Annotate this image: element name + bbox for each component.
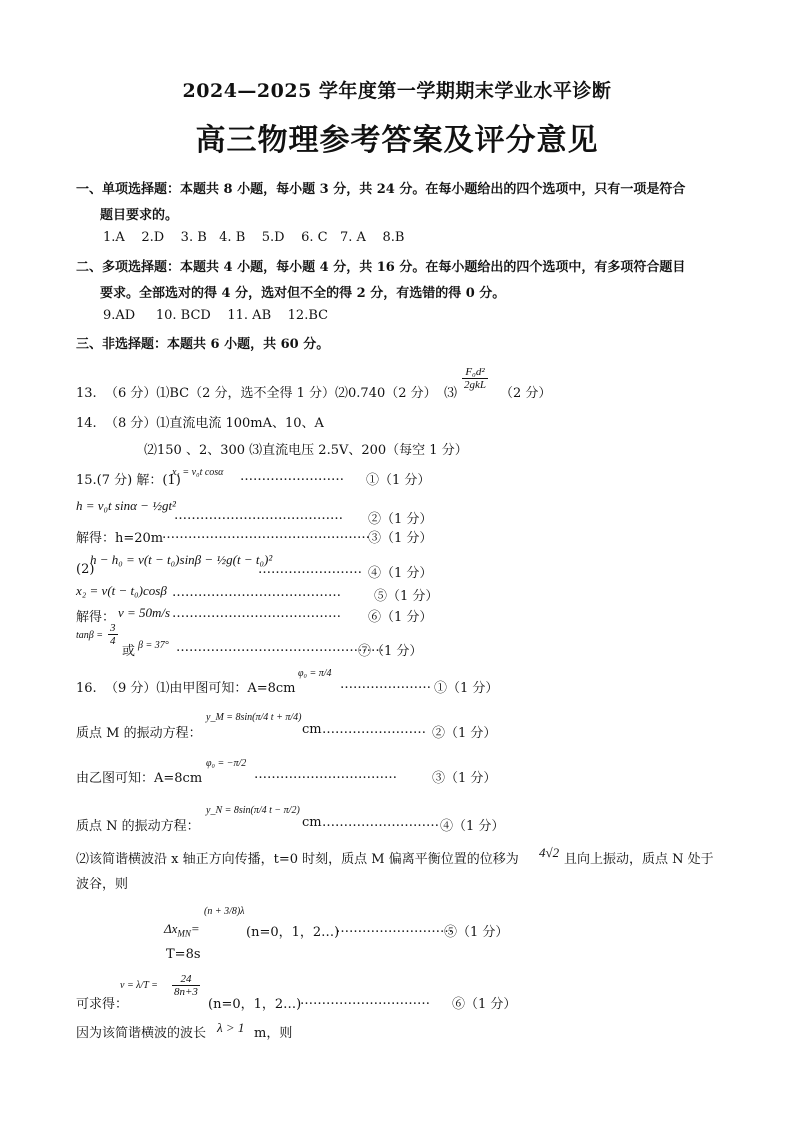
q15-eq7a: tanβ = xyxy=(76,630,104,641)
q16-v-equation: v = λ/T = xyxy=(120,980,158,991)
q16-dx-condition: (n=0，1，2…) xyxy=(246,925,340,940)
q15-mark3: ③（1 分） xyxy=(368,531,433,546)
q16-v-condition: (n=0，1，2…) xyxy=(208,997,302,1012)
q16-n-info: 由乙图可知：A=8cm xyxy=(76,771,203,786)
q15-eq7b: β = 37° xyxy=(138,640,169,651)
q15-mark5: ⑤（1 分） xyxy=(374,589,439,604)
section1-intro-cont: 题目要求的。 xyxy=(100,208,179,223)
q16-head: 16. （9 分）⑴由甲图可知：A=8cm xyxy=(76,681,296,696)
q16-part2-b: 且向上振动，质点 N 处于 xyxy=(564,852,714,867)
q15-eq6: v = 50m/s xyxy=(118,605,171,620)
q16-dots5: ……………………… xyxy=(336,921,453,936)
q16-m-unit: cm xyxy=(302,722,322,737)
q15-eq7-or: 或 xyxy=(122,644,136,659)
q16-m-equation: y_M = 8sin(π/4 t + π/4) xyxy=(206,712,302,723)
q16-mark2: ②（1 分） xyxy=(432,726,497,741)
q15-mark2: ②（1 分） xyxy=(368,512,433,527)
q16-dx-label xyxy=(164,921,200,939)
q16-dots4: ……………………… xyxy=(322,815,439,830)
q16-dots2: …………………… xyxy=(322,722,426,737)
q15-eq7-denominator: 4 xyxy=(110,635,116,647)
q16-last-b: m，则 xyxy=(254,1026,293,1041)
q15-eq4: h − h₀ = v(t − t₀)sinβ − ½g(t − t₀)² xyxy=(90,552,273,567)
q16-part2-a: ⑵该简谐横波沿 x 轴正方向传播，t=0 时刻，质点 M 偏离平衡位置的位移为 xyxy=(76,852,519,867)
q15-dots7: ………………………………………… xyxy=(176,640,384,655)
q16-dx-equals: = xyxy=(190,921,200,936)
q16-n-unit: cm xyxy=(302,815,322,830)
section1-intro: 一、单项选择题：本题共 8 小题，每小题 3 分，共 24 分。在每小题给出的四个选项中，只有一项是符合 xyxy=(76,182,686,197)
q16-dots1: ………………… xyxy=(340,677,431,692)
q15-dots2: ………………………………… xyxy=(174,508,343,523)
q16-mark3: ③（1 分） xyxy=(432,771,497,786)
q13-part3-label: ⑶ xyxy=(444,386,458,401)
q16-phi1: φ₀ = π/4 xyxy=(298,668,332,679)
q15-solve1: 解得：h=20m xyxy=(76,531,164,546)
q16-last-math: λ > 1 xyxy=(217,1020,245,1035)
q16-part2-value: 4√2 xyxy=(539,845,560,860)
q15-eq2: h = v₀t sinα − ½gt² xyxy=(76,498,176,513)
q16-dots6: ………………………… xyxy=(300,993,430,1008)
q15-dots6: ………………………………… xyxy=(172,606,341,621)
q16-mark1: ①（1 分） xyxy=(434,681,499,696)
q13-fraction xyxy=(462,366,488,391)
q15-mark7: ⑦（1 分） xyxy=(358,644,423,659)
q16-solve-label: 可求得： xyxy=(76,997,129,1012)
q15-dots5: ………………………………… xyxy=(172,585,341,600)
q16-mark5: ⑤（1 分） xyxy=(444,925,509,940)
q15-eq5: x₂ = v(t − t₀)cosβ xyxy=(76,583,167,598)
q16-mark6: ⑥（1 分） xyxy=(452,997,517,1012)
q13-frac-numerator: F₀d² xyxy=(462,366,488,379)
q16-part2-c: 波谷，则 xyxy=(76,877,129,892)
q15-eq7-numerator: 3 xyxy=(110,622,116,634)
q13-answer: 13. （6 分）⑴BC（2 分，选不全得 1 分）⑵0.740（2 分） xyxy=(76,386,437,401)
q14-line2: ⑵150 、2、300 ⑶直流电压 2.5V、200（每空 1 分） xyxy=(144,443,468,458)
section2-intro: 二、多项选择题：本题共 4 小题，每小题 4 分，共 16 分。在每小题给出的四个选项中，有多项符合题目 xyxy=(76,260,686,275)
q16-phi2: φ₀ = −π/2 xyxy=(206,758,247,769)
q16-period: T=8s xyxy=(166,947,201,962)
q16-last-a: 因为该简谐横波的波长 xyxy=(76,1026,207,1041)
q15-eq1: x₁ = v₀t cosα xyxy=(172,467,224,478)
section2-answers: 9.AD 10. BCD 11. AB 12.BC xyxy=(103,308,329,323)
q16-dx-symbol: Δx xyxy=(164,921,178,936)
page-title: 高三物理参考答案及评分意见 xyxy=(195,123,599,158)
q15-dots4: …………………… xyxy=(258,562,362,577)
q15-part2: (2) xyxy=(76,562,95,577)
q16-n-equation: y_N = 8sin(π/4 t − π/2) xyxy=(206,805,300,816)
q15-mark4: ④（1 分） xyxy=(368,566,433,581)
q16-v-fraction xyxy=(172,973,200,998)
section3-intro: 三、非选择题：本题共 6 小题，共 60 分。 xyxy=(76,337,330,352)
q14-line1: 14. （8 分）⑴直流电流 100mA、10、A xyxy=(76,416,324,431)
q16-mark4: ④（1 分） xyxy=(440,819,505,834)
q16-v-numerator: 24 xyxy=(172,973,200,986)
q13-frac-denominator: 2gkL xyxy=(464,379,486,391)
section1-answers: 1.A 2.D 3. B 4. B 5.D 6. C 7. A 8.B xyxy=(103,230,405,245)
q16-v-denominator: 8n+3 xyxy=(174,986,198,998)
q15-eq7-fraction xyxy=(108,622,118,647)
q16-m-label: 质点 M 的振动方程： xyxy=(76,726,202,741)
q13-score: （2 分） xyxy=(500,386,552,401)
q15-mark6: ⑥（1 分） xyxy=(368,610,433,625)
exam-title: 2024—2025 学年度第一学期期末学业水平诊断 xyxy=(182,80,612,102)
q15-solve2-label: 解得： xyxy=(76,610,116,625)
q15-head: 15.(7 分) 解：(1) xyxy=(76,473,181,488)
section2-intro-cont: 要求。全部选对的得 4 分，选对但不全的得 2 分，有选错的得 0 分。 xyxy=(100,286,506,301)
q16-n-label: 质点 N 的振动方程： xyxy=(76,819,200,834)
q16-dx-expression: (n + 3/8)λ xyxy=(204,906,245,917)
q15-dots1: …………………… xyxy=(240,469,344,484)
q16-dx-subscript: MN xyxy=(177,928,191,939)
q15-dots3: ………………………………………… xyxy=(162,527,370,542)
q16-dots3: …………………………… xyxy=(254,767,397,782)
q15-mark1: ①（1 分） xyxy=(366,473,431,488)
